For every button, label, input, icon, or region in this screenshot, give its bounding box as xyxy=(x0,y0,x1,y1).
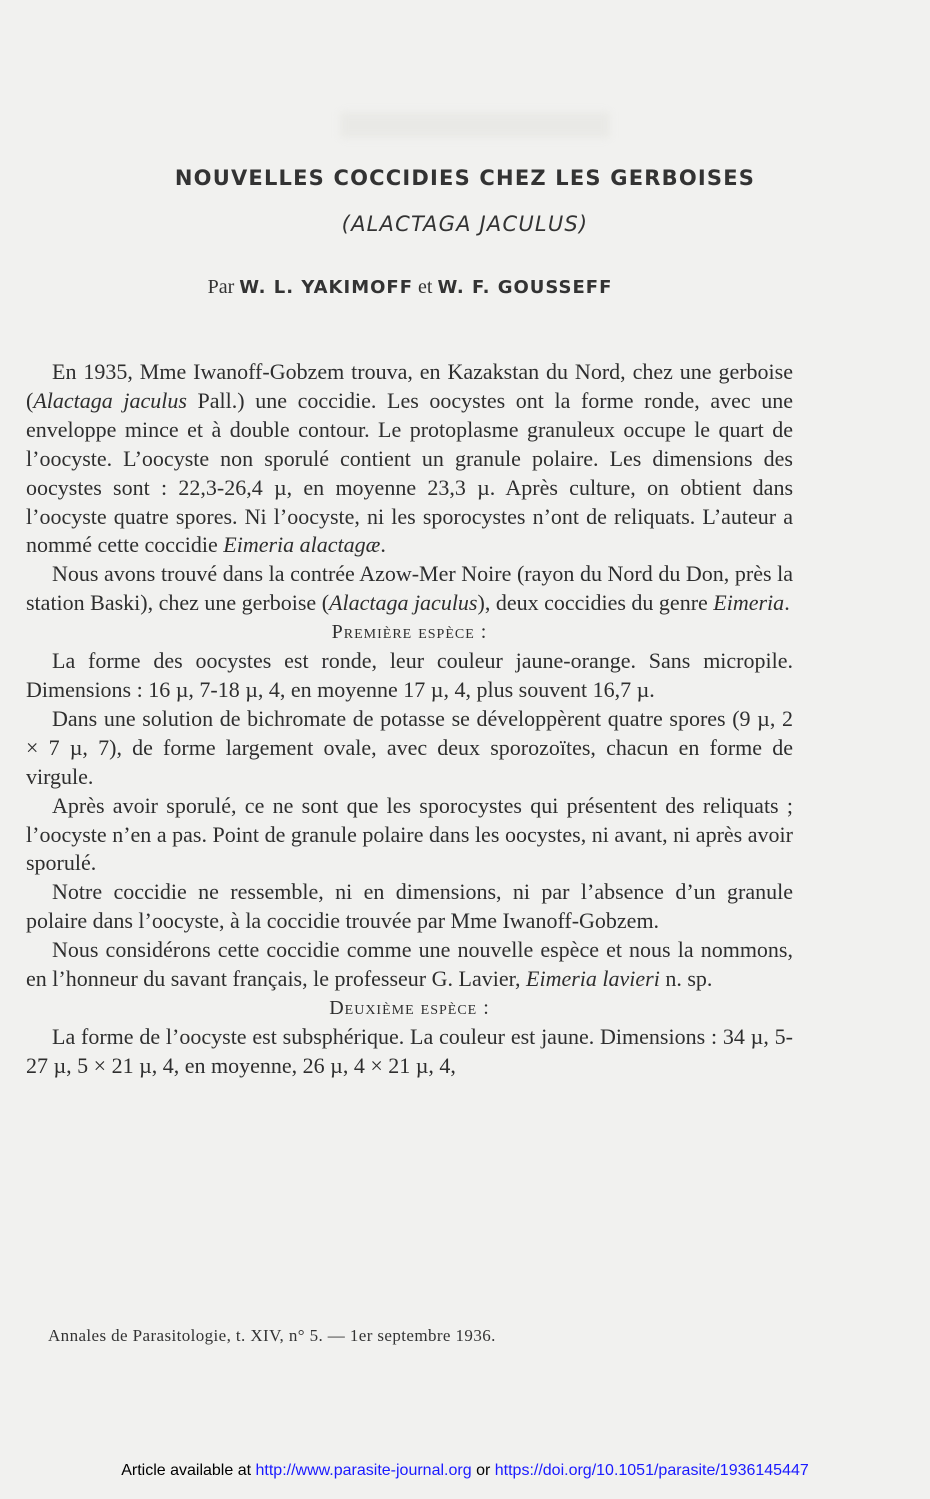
paragraph-3: La forme des oocystes est ronde, leur couleur jaune-orange. Sans micropile. Dimensions : 16 µ, 7-18 µ, 4, en moyenne 17 µ, 4, plus souvent 16,7 µ. xyxy=(26,648,793,702)
section-heading-1: Première espèce : xyxy=(331,621,488,644)
paragraph-4: Dans une solution de bichromate de potasse se développèrent quatre spores (9 µ, 2 × 7 µ, 7), de forme largement ovale, avec deux sporozoïtes, chacun en forme de virgule. xyxy=(26,705,793,789)
doi-link[interactable]: https://doi.org/10.1051/parasite/1936145447 xyxy=(494,1462,809,1479)
availability-prefix: Article available at xyxy=(121,1462,252,1479)
journal-footer: Annales de Parasitologie, t. XIV, n° 5. — 1er septembre 1936. xyxy=(48,1326,496,1345)
paragraph-8: La forme de l’oocyste est subsphérique. La couleur est jaune. Dimensions : 34 µ, 5-27 µ, 5 × 21 µ, 4, en moyenne, 26 µ, 4 × 21 µ, 4, xyxy=(26,1023,793,1078)
article-subtitle: (ALACTAGA JACULUS) xyxy=(341,212,589,236)
byline xyxy=(0,276,820,299)
availability-line xyxy=(0,1462,930,1480)
article-title: NOUVELLES COCCIDIES CHEZ LES GERBOISES xyxy=(174,166,756,190)
paragraph-6: Notre coccidie ne ressemble, ni en dimensions, ni par l’absence d’un granule polaire dans l’oocyste, à la coccidie trouvée par Mme Iwanoff-Gobzem. xyxy=(26,879,793,934)
paragraph-7: Nous considérons cette coccidie comme une nouvelle espèce et nous la nommons, en l’honneur du savant français, le professeur G. Lavier, Eimeria lavieri n. sp. xyxy=(26,937,793,992)
section-heading-2: Deuxième espèce : xyxy=(329,996,490,1019)
paragraph-2: Nous avons trouvé dans la contrée Azow-Mer Noire (rayon du Nord du Don, près la station Baski), chez une gerboise (Alactaga jaculus), deux coccidies du genre Eimeria. xyxy=(26,561,793,616)
author-2: W. F. GOUSSEFF xyxy=(437,277,613,298)
scan-smudge xyxy=(340,112,610,138)
availability-or: or xyxy=(476,1462,491,1479)
paragraph-5: Après avoir sporulé, ce ne sont que les sporocystes qui présentent des reliquats ; l’oocyste n’en a pas. Point de granule polaire dans les oocystes, ni avant, ni après avoir sporulé. xyxy=(26,792,793,876)
byline-prefix: Par xyxy=(207,276,235,298)
paragraph-1: En 1935, Mme Iwanoff-Gobzem trouva, en Kazakstan du Nord, chez une gerboise (Alactaga jaculus Pall.) une coccidie. Les oocystes ont la forme ronde, avec une enveloppe mince et à double contour. Le protoplasme granuleux occupe le quart de l’oocyste. L’oocyste non sporulé contient un granule polaire. Les dimensions des oocystes sont : 22,3-26,4 µ, en moyenne 23,3 µ. Après culture, on obtient dans l’oocyste quatre spores. Ni l’oocyste, ni les sporocystes n’ont de reliquats. L’auteur a nommé cette coccidie Eimeria alactagæ. xyxy=(26,359,794,558)
byline-and: et xyxy=(418,276,433,298)
author-1: W. L. YAKIMOFF xyxy=(239,277,414,298)
journal-link[interactable]: http://www.parasite-journal.org xyxy=(255,1462,472,1479)
article-body xyxy=(26,358,793,1081)
